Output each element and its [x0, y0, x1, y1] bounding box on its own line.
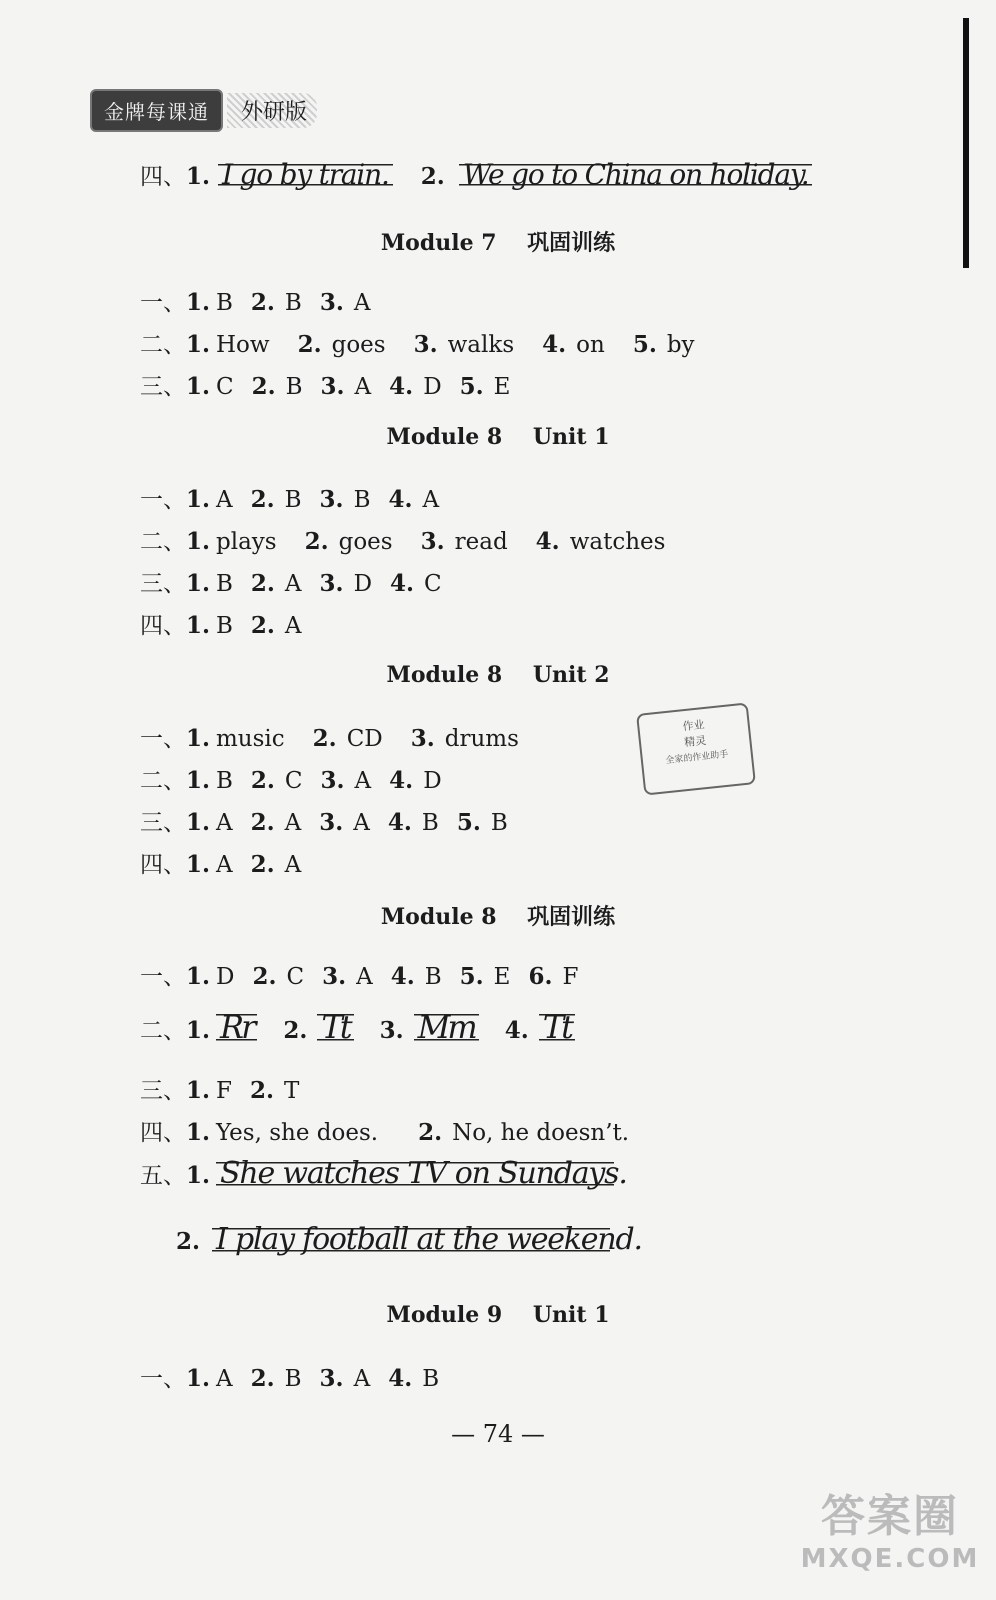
- answer-item: [633, 331, 695, 358]
- answer-text: D: [423, 768, 442, 794]
- question-prefix: [140, 607, 216, 640]
- answer-text: 二、: [140, 332, 186, 358]
- answer-line: [140, 565, 460, 598]
- answer-item: [216, 571, 233, 597]
- item-number: 3.: [379, 1017, 404, 1044]
- item-number: 1.: [186, 809, 211, 836]
- answer-item: [388, 809, 439, 836]
- answer-line: [140, 846, 319, 879]
- answer-text: A: [284, 852, 302, 878]
- answer-text: 三、: [140, 810, 186, 836]
- answer-text: 精灵: [683, 733, 707, 750]
- handwritten-letter: Rr: [216, 1008, 257, 1046]
- item-number: 1.: [186, 767, 211, 794]
- answer-text: 四、: [140, 852, 186, 878]
- answer-text: A: [353, 810, 370, 836]
- answer-item: [250, 1077, 299, 1104]
- answer-text: B: [216, 571, 233, 597]
- section-title-module8-review: Module 8 巩固训练: [380, 904, 616, 930]
- item-number: 4.: [390, 963, 415, 990]
- answer-item: [251, 767, 303, 794]
- series-title: 金牌每课通: [90, 89, 223, 132]
- question-prefix: [140, 1072, 216, 1105]
- answer-item: [388, 486, 439, 513]
- section-title-module8-unit2: Module 8 Unit 2: [386, 662, 610, 688]
- answer-item: [216, 726, 285, 752]
- item-number: 1.: [186, 331, 211, 358]
- item-number: 2.: [250, 570, 275, 597]
- answer-text: 四、: [140, 613, 186, 639]
- item-number: 4.: [388, 1365, 413, 1392]
- answer-line-sentence: [176, 1222, 642, 1257]
- answer-text: A: [353, 1366, 371, 1392]
- item-number: 2.: [420, 163, 445, 190]
- answer-item: [251, 1365, 302, 1392]
- answer-item: [251, 851, 302, 878]
- answer-line-letters: [140, 1008, 593, 1046]
- answer-text: 二、: [140, 768, 186, 794]
- answer-text: plays: [216, 529, 277, 555]
- item-number: 1.: [186, 851, 211, 878]
- answer-text: B: [284, 487, 302, 513]
- answer-item: [305, 528, 393, 555]
- answer-item: [251, 289, 302, 316]
- answer-text: B: [424, 964, 442, 990]
- answer-item: [321, 767, 372, 794]
- item-number: 2.: [249, 1077, 274, 1104]
- item-number: 4.: [389, 373, 414, 400]
- item-number: 3.: [319, 486, 344, 513]
- answer-line: [140, 958, 596, 991]
- answer-text: B: [284, 1366, 302, 1392]
- answer-text: B: [284, 290, 302, 316]
- item-number: 2.: [250, 289, 275, 316]
- answer-item: [216, 374, 234, 400]
- answer-text: A: [356, 964, 373, 990]
- question-prefix: [140, 762, 216, 795]
- handwritten-answer: I go by train.: [218, 158, 393, 191]
- answer-item: [216, 852, 233, 878]
- question-prefix: [140, 523, 216, 556]
- answer-text: read: [454, 529, 508, 555]
- answer-text: B: [353, 487, 371, 513]
- answer-text: 一、: [140, 964, 186, 990]
- item-number: 2.: [251, 373, 276, 400]
- answer-text: 五、: [140, 1163, 186, 1189]
- answer-text: A: [354, 374, 372, 400]
- answer-text: How: [216, 332, 270, 358]
- answer-item: [542, 331, 605, 358]
- answer-item: [216, 613, 233, 639]
- question-prefix: [140, 1360, 216, 1393]
- answer-item: [251, 570, 302, 597]
- item-number: 1.: [186, 963, 211, 990]
- question-prefix: [140, 481, 216, 514]
- answer-text: D: [353, 571, 373, 597]
- answer-item: [320, 570, 372, 597]
- handwritten-letter: Mm: [414, 1008, 479, 1046]
- answer-text: A: [284, 571, 302, 597]
- answer-item: [390, 570, 442, 597]
- item-number: 1.: [186, 725, 211, 752]
- answer-item: [388, 1365, 439, 1392]
- answer-text: A: [353, 290, 371, 316]
- answer-text: A: [216, 487, 233, 513]
- question-prefix: 四、: [140, 164, 186, 190]
- answer-line: [140, 284, 388, 317]
- answer-text: goes: [331, 332, 386, 358]
- answer-item: [283, 1008, 353, 1046]
- answer-text: F: [216, 1078, 232, 1104]
- question-prefix: [140, 368, 216, 401]
- answer-item: [251, 612, 302, 639]
- handwritten-letter: Tt: [539, 1008, 575, 1046]
- question-prefix: [140, 284, 216, 317]
- answer-line: [140, 1114, 647, 1147]
- answer-line: [140, 326, 713, 359]
- answer-item: [391, 963, 442, 990]
- answer-line-sentence: [140, 1156, 627, 1191]
- item-number: 3.: [322, 963, 347, 990]
- item-number: 4.: [390, 570, 415, 597]
- answer-item: [216, 1120, 378, 1146]
- answer-text: C: [424, 571, 442, 597]
- item-number: 1.: [186, 1077, 211, 1104]
- item-number: 1.: [186, 570, 211, 597]
- answer-text: Yes, she does.: [216, 1120, 379, 1146]
- answer-text: watches: [569, 529, 666, 555]
- item-number: 1.: [186, 163, 211, 190]
- question-prefix: [140, 846, 216, 879]
- item-number: 1.: [186, 612, 211, 639]
- answer-text: A: [422, 487, 440, 513]
- handwritten-answer: I play football at the weekend.: [212, 1222, 610, 1257]
- answer-item: [216, 529, 277, 555]
- item-number: 3.: [410, 725, 435, 752]
- answer-item: [411, 725, 519, 752]
- answer-text: B: [285, 374, 303, 400]
- handwritten-answer: We go to China on holiday.: [459, 158, 813, 191]
- answer-text: B: [216, 613, 233, 639]
- answer-item: [536, 528, 666, 555]
- answer-item: [320, 1365, 371, 1392]
- answer-text: 全家的作业助手: [665, 749, 729, 767]
- question-prefix: [140, 720, 216, 753]
- answer-text: E: [493, 374, 511, 400]
- item-number: 5.: [632, 331, 657, 358]
- answer-text: goes: [338, 529, 393, 555]
- question-prefix: [140, 1012, 216, 1045]
- answer-item: [252, 373, 303, 400]
- answer-text: 一、: [140, 290, 186, 316]
- answer-line: [140, 607, 320, 640]
- item-number: 1.: [186, 528, 211, 555]
- item-number: 2.: [250, 612, 275, 639]
- answer-text: B: [216, 290, 233, 316]
- answer-text: 一、: [140, 487, 186, 513]
- answer-line: [140, 481, 457, 514]
- answer-item: [389, 373, 441, 400]
- item-number: 2.: [250, 809, 275, 836]
- question-prefix: [140, 158, 216, 191]
- item-number: 3.: [420, 528, 445, 555]
- answer-text: 答案圈: [821, 1491, 959, 1542]
- answer-item: [251, 486, 302, 513]
- answer-item: [216, 1366, 233, 1392]
- answer-text: by: [666, 332, 695, 358]
- item-number: 1.: [186, 289, 211, 316]
- answer-item: [216, 487, 233, 513]
- answer-text: C: [284, 768, 303, 794]
- answer-item: [216, 290, 233, 316]
- homework-stamp: [636, 702, 756, 795]
- answer-text: C: [216, 374, 234, 400]
- answer-text: B: [216, 768, 233, 794]
- answer-text: B: [490, 810, 508, 836]
- answer-text: MXQE.COM: [800, 1544, 980, 1574]
- item-number: 4.: [388, 486, 413, 513]
- item-number: 2.: [250, 767, 275, 794]
- answer-line: [140, 1072, 317, 1105]
- answer-item: [460, 963, 511, 990]
- answer-item: [216, 810, 233, 836]
- item-number: 5.: [459, 373, 484, 400]
- edition-label: 外研版: [227, 93, 317, 128]
- item-number: 2.: [312, 725, 337, 752]
- book-header: [90, 92, 317, 128]
- answer-text: walks: [447, 332, 515, 358]
- question-prefix: [140, 1157, 216, 1190]
- answer-text: 一、: [140, 1366, 186, 1392]
- answer-text: C: [286, 964, 305, 990]
- item-number: 1.: [186, 1017, 211, 1044]
- answer-text: 三、: [140, 571, 186, 597]
- item-number: 3.: [320, 767, 345, 794]
- question-prefix: [140, 565, 216, 598]
- answer-line: [140, 720, 537, 753]
- answer-item: [389, 767, 441, 794]
- item-number: 5.: [456, 809, 481, 836]
- answer-item: [322, 963, 373, 990]
- answer-item: [252, 963, 304, 990]
- answer-item: [320, 289, 371, 316]
- answer-text: 2.: [176, 1228, 201, 1255]
- answer-item: [380, 1008, 479, 1046]
- question-prefix: [140, 958, 216, 991]
- site-watermark: [800, 1480, 980, 1590]
- answer-text: E: [493, 964, 511, 990]
- answer-item: [298, 331, 386, 358]
- answer-text: B: [421, 810, 439, 836]
- item-number: 4.: [387, 809, 412, 836]
- question-prefix: [140, 1114, 216, 1147]
- answer-text: F: [562, 964, 579, 990]
- answer-text: D: [423, 374, 442, 400]
- item-number: 2.: [250, 851, 275, 878]
- item-number: 2.: [418, 1119, 443, 1146]
- answer-line: [140, 762, 460, 795]
- item-number: 3.: [319, 570, 344, 597]
- item-number: 2.: [252, 963, 277, 990]
- answer-text: A: [216, 1366, 233, 1392]
- answer-item: [528, 963, 578, 990]
- answer-line: [140, 804, 526, 837]
- item-number: 1.: [186, 373, 211, 400]
- answer-item: [418, 1119, 629, 1146]
- answer-item: [457, 809, 508, 836]
- answer-text: music: [216, 726, 285, 752]
- item-number: 6.: [528, 963, 553, 990]
- answer-text: 三、: [140, 1078, 186, 1104]
- answer-text: A: [284, 810, 302, 836]
- handwritten-letter: Tt: [317, 1008, 353, 1046]
- item-number: 2.: [250, 1365, 275, 1392]
- answer-text: 一、: [140, 726, 186, 752]
- answer-text: 四、: [140, 1120, 186, 1146]
- answer-item: [319, 809, 370, 836]
- item-number: 3.: [320, 373, 345, 400]
- answer-line: [140, 523, 683, 556]
- item-number: 3.: [319, 809, 344, 836]
- answer-line: [140, 368, 528, 401]
- item-number: 2.: [283, 1017, 308, 1044]
- answer-text: D: [216, 964, 235, 990]
- page-number: — 74 —: [451, 1420, 545, 1448]
- answer-item: [313, 725, 383, 752]
- item-number: 4.: [389, 767, 414, 794]
- item-number: 4.: [504, 1017, 529, 1044]
- answer-line-top: [140, 158, 812, 191]
- answer-line: [140, 1360, 457, 1393]
- section-title-module7-review: Module 7 巩固训练: [380, 230, 616, 256]
- handwritten-answer: She watches TV on Sundays.: [216, 1156, 614, 1191]
- answer-text: T: [283, 1078, 300, 1104]
- item-number: 4.: [535, 528, 560, 555]
- answer-item: [421, 528, 508, 555]
- answer-item: [321, 373, 372, 400]
- item-number: 2.: [297, 331, 322, 358]
- item-number: 1.: [186, 1162, 211, 1189]
- item-number: 1.: [186, 486, 211, 513]
- item-number: 1.: [186, 1119, 211, 1146]
- answer-text: A: [216, 810, 233, 836]
- question-prefix: [140, 804, 216, 837]
- item-number: 2.: [304, 528, 329, 555]
- answer-text: A: [354, 768, 372, 794]
- item-number: 2.: [250, 486, 275, 513]
- answer-text: No, he doesn’t.: [452, 1120, 630, 1146]
- answer-item: [320, 486, 371, 513]
- item-number: 3.: [319, 289, 344, 316]
- answer-item: [505, 1008, 575, 1046]
- answer-text: CD: [346, 726, 383, 752]
- answer-item: [216, 1078, 232, 1104]
- item-number: 5.: [459, 963, 484, 990]
- answer-text: on: [576, 332, 605, 358]
- answer-text: A: [216, 852, 233, 878]
- section-title-module8-unit1: Module 8 Unit 1: [386, 424, 610, 450]
- answer-item: [216, 1008, 257, 1046]
- answer-item: [460, 373, 511, 400]
- answer-text: 作业: [681, 718, 706, 734]
- answer-text: B: [422, 1366, 440, 1392]
- answer-item: [216, 768, 233, 794]
- item-number: 4.: [542, 331, 567, 358]
- item-number: 3.: [319, 1365, 344, 1392]
- item-number: 3.: [413, 331, 438, 358]
- answer-item: [216, 332, 270, 358]
- answer-text: drums: [444, 726, 519, 752]
- item-number: 1.: [186, 1365, 211, 1392]
- answer-text: A: [284, 613, 302, 639]
- answer-item: [251, 809, 302, 836]
- section-title-module9-unit1: Module 9 Unit 1: [386, 1302, 610, 1328]
- answer-item: [414, 331, 515, 358]
- answer-text: 二、: [140, 1018, 186, 1044]
- answer-text: 三、: [140, 374, 186, 400]
- answer-text: 二、: [140, 529, 186, 555]
- question-prefix: [140, 326, 216, 359]
- answer-item: [216, 964, 234, 990]
